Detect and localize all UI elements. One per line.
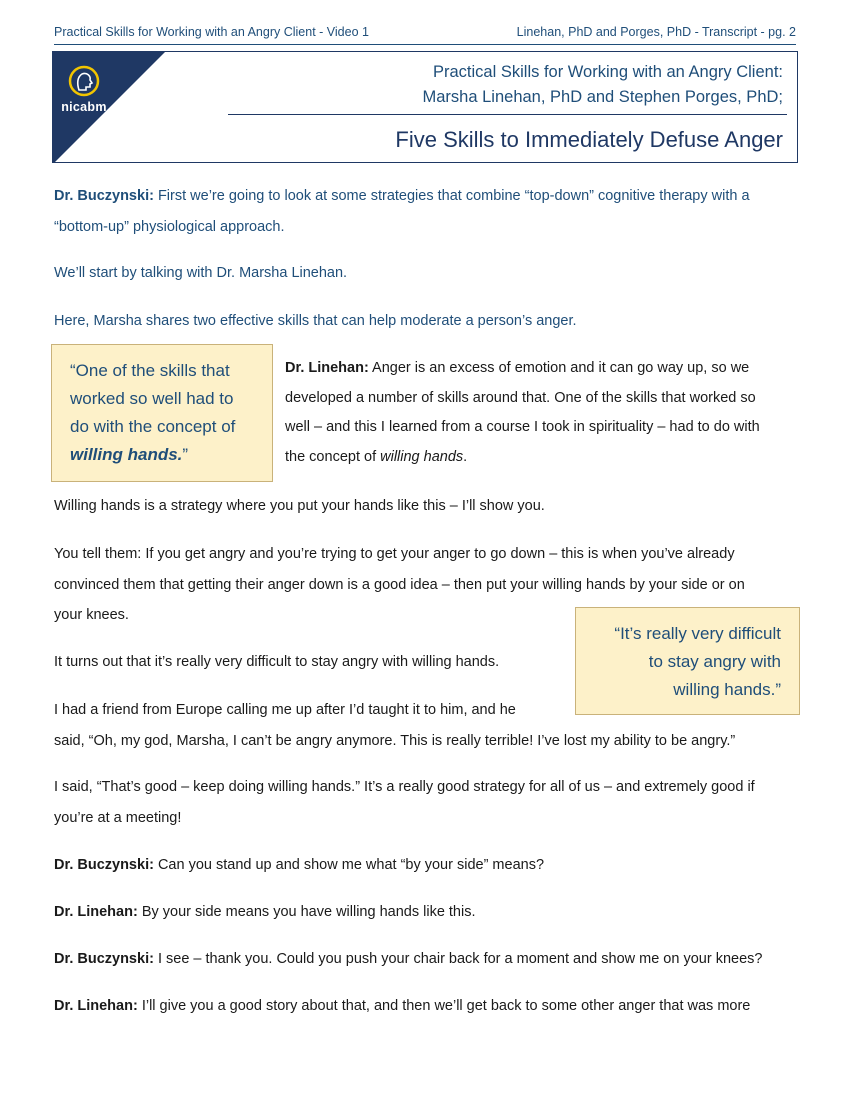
speaker-label: Dr. Linehan:	[54, 904, 138, 920]
pull-quote-close: ”	[182, 445, 189, 464]
dialogue-text: I see – thank you. Could you push your chair back for a moment and show me on your knees?	[157, 951, 763, 967]
body-line: convinced them that getting their anger down is a good idea – then put your willing hands by your side or on	[54, 576, 745, 593]
linehan-paragraph-1	[285, 354, 800, 472]
dialogue-line	[54, 944, 796, 975]
pull-quote-line: worked so well had to	[70, 389, 234, 408]
running-header-left: Practical Skills for Working with an Angry Client - Video 1	[54, 25, 369, 39]
dialogue-text: Can you stand up and show me what “by your side” means?	[157, 857, 545, 873]
linehan-text: .	[463, 448, 468, 465]
intro-paragraph-2: We’ll start by talking with Dr. Marsha Linehan.	[54, 265, 348, 281]
intro-text: “bottom-up” physiological approach.	[54, 218, 285, 235]
pull-quote-line: “It’s really very difficult	[614, 624, 781, 643]
speaker-label: Dr. Buczynski:	[54, 857, 154, 873]
paragraph-friend	[54, 695, 796, 756]
title-banner	[52, 51, 798, 163]
speaker-label: Dr. Buczynski:	[54, 951, 154, 967]
dialogue-text: By your side means you have willing hands like this.	[141, 904, 476, 920]
body-line: your knees.	[54, 607, 129, 623]
body-line: You tell them: If you get angry and you’re trying to get your anger to go down – this is when you’ve already	[54, 546, 735, 562]
header-divider	[54, 44, 796, 45]
head-silhouette-icon	[67, 64, 101, 98]
linehan-italic: willing hands	[380, 448, 464, 465]
speaker-label: Dr. Linehan:	[285, 360, 369, 376]
dialogue-line	[54, 850, 796, 881]
running-header-right: Linehan, PhD and Porges, PhD - Transcript - pg. 2	[516, 25, 796, 39]
linehan-text: Anger is an excess of emotion and it can go way up, so we	[372, 360, 750, 376]
banner-subtitle	[423, 60, 783, 110]
banner-subtitle-line2: Marsha Linehan, PhD and Stephen Porges, PhD;	[422, 88, 783, 106]
intro-paragraph-1	[54, 181, 796, 242]
banner-divider	[228, 114, 787, 115]
linehan-text: well – and this I learned from a course I took in spirituality – had to do with	[285, 419, 760, 435]
paragraph-willing-hands: Willing hands is a strategy where you put your hands like this – I’ll show you.	[54, 498, 545, 514]
pull-quote-line: willing hands.”	[673, 680, 781, 699]
dialogue-line	[54, 991, 796, 1022]
speaker-label: Dr. Buczynski:	[54, 188, 154, 204]
body-line: I said, “That’s good – keep doing willing hands.” It’s a really good strategy for all of us – and extremely good if	[54, 779, 755, 795]
logo-wordmark: nicabm	[61, 100, 107, 114]
dialogue-line	[54, 897, 796, 928]
pull-quote-emphasis: willing hands.	[70, 445, 183, 464]
banner-subtitle-line1: Practical Skills for Working with an Angry Client:	[433, 63, 783, 81]
paragraph-i-said	[54, 772, 796, 833]
banner-title: Five Skills to Immediately Defuse Anger	[395, 127, 783, 152]
dialogue-text: I’ll give you a good story about that, and then we’ll get back to some other anger that was more	[141, 998, 751, 1014]
pull-quote-line: “One of the skills that	[70, 361, 230, 380]
pull-quote-line: do with the concept of	[70, 417, 236, 436]
intro-paragraph-3: Here, Marsha shares two effective skills that can help moderate a person’s anger.	[54, 313, 577, 329]
pull-quote-willing-hands	[51, 344, 273, 482]
pull-quote-line: to stay angry with	[648, 652, 781, 671]
linehan-text: developed a number of skills around that. One of the skills that worked so	[285, 389, 756, 406]
running-header	[54, 25, 796, 43]
paragraph-turns-out: It turns out that it’s really very difficult to stay angry with willing hands.	[54, 654, 500, 670]
speaker-label: Dr. Linehan:	[54, 998, 138, 1014]
body-line: said, “Oh, my god, Marsha, I can’t be angry anymore. This is really terrible! I’ve lost my ability to be angry.”	[54, 732, 736, 749]
body-line: I had a friend from Europe calling me up after I’d taught it to him, and he	[54, 702, 516, 718]
body-line: you’re at a meeting!	[54, 809, 182, 826]
linehan-text: the concept of	[285, 448, 381, 465]
intro-text: First we’re going to look at some strategies that combine “top-down” cognitive therapy with a	[157, 188, 750, 204]
nicabm-logo	[55, 56, 111, 118]
